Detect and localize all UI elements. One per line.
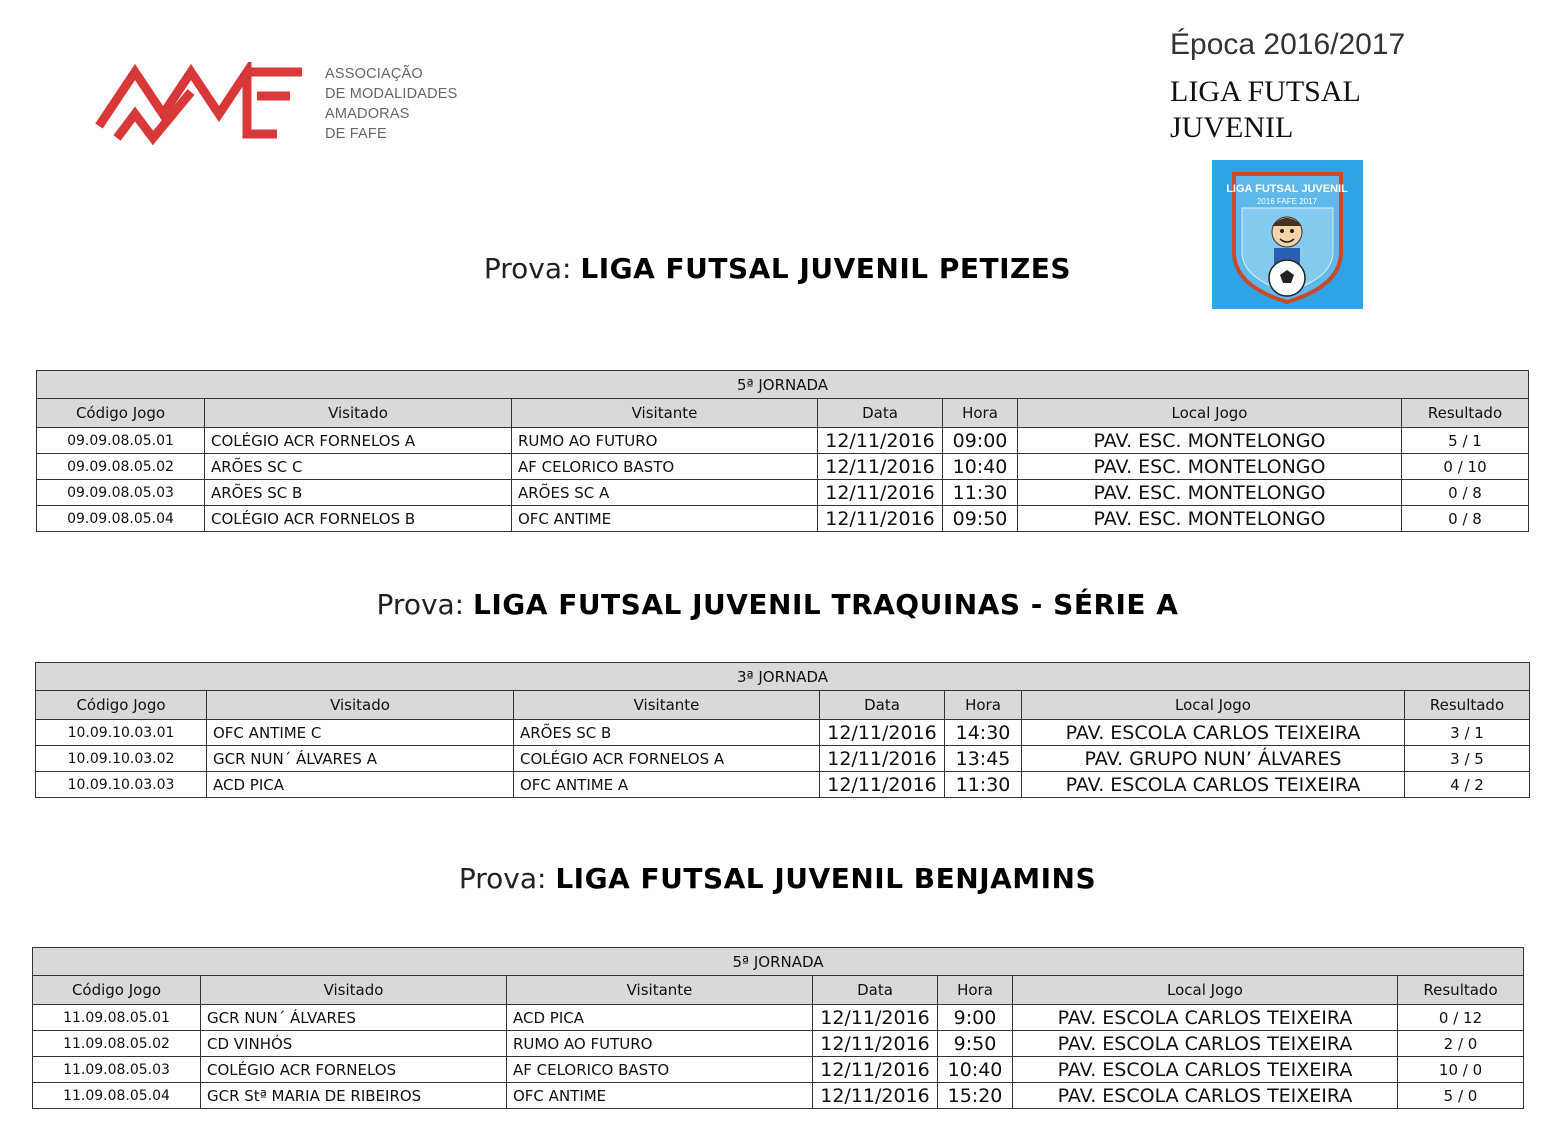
table-row (33, 1057, 1524, 1083)
game-date: 12/11/2016 (813, 1031, 938, 1057)
game-time: 10:40 (943, 454, 1018, 480)
game-code: 11.09.08.05.03 (33, 1057, 201, 1083)
table-row (33, 1005, 1524, 1031)
game-result: 3 / 5 (1405, 746, 1530, 772)
away-team: ARÕES SC B (514, 720, 820, 746)
col-header-time: Hora (945, 691, 1022, 720)
home-team: GCR Stª MARIA DE RIBEIROS (201, 1083, 507, 1109)
games-table-traquinas (35, 662, 1530, 798)
game-time: 9:00 (938, 1005, 1013, 1031)
game-result: 2 / 0 (1398, 1031, 1524, 1057)
game-result: 5 / 1 (1402, 428, 1529, 454)
games-table-benjamins (32, 947, 1524, 1109)
col-header-time: Hora (943, 399, 1018, 428)
col-header-time: Hora (938, 976, 1013, 1005)
amaf-logo (95, 62, 465, 146)
home-team: CD VINHÓS (201, 1031, 507, 1057)
jornada-header: 3ª JORNADA (36, 663, 1530, 691)
game-venue: PAV. ESCOLA CARLOS TEIXEIRA (1022, 720, 1405, 746)
game-time: 15:20 (938, 1083, 1013, 1109)
column-header-row (36, 691, 1530, 720)
away-team: AF CELORICO BASTO (512, 454, 818, 480)
table-row (33, 1031, 1524, 1057)
game-venue: PAV. ESC. MONTELONGO (1018, 428, 1402, 454)
org-name-line: DE MODALIDADES (325, 86, 458, 102)
game-result: 4 / 2 (1405, 772, 1530, 798)
home-team: ARÕES SC B (205, 480, 512, 506)
prova-name: LIGA FUTSAL JUVENIL PETIZES (580, 252, 1072, 285)
org-name (325, 64, 458, 144)
section-title-petizes (0, 252, 1555, 285)
away-team: OFC ANTIME A (514, 772, 820, 798)
game-venue: PAV. ESCOLA CARLOS TEIXEIRA (1013, 1031, 1398, 1057)
table-row (36, 772, 1530, 798)
game-code: 09.09.08.05.01 (37, 428, 205, 454)
col-header-code: Código Jogo (36, 691, 207, 720)
home-team: OFC ANTIME C (207, 720, 514, 746)
game-date: 12/11/2016 (813, 1083, 938, 1109)
jornada-header: 5ª JORNADA (33, 948, 1524, 976)
col-header-away: Visitante (507, 976, 813, 1005)
league-badge-art (1212, 160, 1363, 309)
col-header-home: Visitado (205, 399, 512, 428)
home-team: GCR NUN´ ÁLVARES (201, 1005, 507, 1031)
column-header-row (37, 399, 1529, 428)
col-header-venue: Local Jogo (1013, 976, 1398, 1005)
col-header-venue: Local Jogo (1022, 691, 1405, 720)
game-code: 09.09.08.05.04 (37, 506, 205, 532)
game-result: 0 / 10 (1402, 454, 1529, 480)
prova-label: Prova: (376, 588, 465, 621)
games-table-petizes (36, 370, 1529, 532)
game-result: 0 / 8 (1402, 480, 1529, 506)
prova-label: Prova: (458, 862, 547, 895)
prova-name: LIGA FUTSAL JUVENIL TRAQUINAS - SÉRIE A (473, 588, 1179, 621)
table-row (36, 720, 1530, 746)
col-header-result: Resultado (1398, 976, 1524, 1005)
table-row (37, 454, 1529, 480)
away-team: OFC ANTIME (512, 506, 818, 532)
game-result: 5 / 0 (1398, 1083, 1524, 1109)
table-row (33, 1083, 1524, 1109)
game-date: 12/11/2016 (818, 428, 943, 454)
game-venue: PAV. ESC. MONTELONGO (1018, 506, 1402, 532)
game-code: 10.09.10.03.02 (36, 746, 207, 772)
league-badge (1212, 160, 1363, 309)
game-date: 12/11/2016 (813, 1005, 938, 1031)
col-header-code: Código Jogo (33, 976, 201, 1005)
away-team: RUMO AO FUTURO (507, 1031, 813, 1057)
game-date: 12/11/2016 (813, 1057, 938, 1083)
org-name-line: ASSOCIAÇÃO (325, 66, 423, 82)
game-time: 9:50 (938, 1031, 1013, 1057)
table-row (37, 428, 1529, 454)
org-name-line: AMADORAS (325, 106, 410, 122)
home-team: ARÕES SC C (205, 454, 512, 480)
badge-subtitle: 2016 FAFE 2017 (1256, 197, 1318, 206)
away-team: COLÉGIO ACR FORNELOS A (514, 746, 820, 772)
game-time: 09:00 (943, 428, 1018, 454)
col-header-venue: Local Jogo (1018, 399, 1402, 428)
col-header-away: Visitante (514, 691, 820, 720)
game-code: 11.09.08.05.01 (33, 1005, 201, 1031)
section-title-benjamins (0, 862, 1555, 895)
game-result: 3 / 1 (1405, 720, 1530, 746)
home-team: COLÉGIO ACR FORNELOS (201, 1057, 507, 1083)
game-venue: PAV. ESCOLA CARLOS TEIXEIRA (1013, 1057, 1398, 1083)
game-code: 11.09.08.05.02 (33, 1031, 201, 1057)
col-header-result: Resultado (1405, 691, 1530, 720)
game-time: 09:50 (943, 506, 1018, 532)
prova-name: LIGA FUTSAL JUVENIL BENJAMINS (555, 862, 1097, 895)
badge-title: LIGA FUTSAL JUVENIL (1226, 183, 1348, 195)
game-code: 11.09.08.05.04 (33, 1083, 201, 1109)
game-result: 0 / 8 (1402, 506, 1529, 532)
col-header-date: Data (813, 976, 938, 1005)
game-venue: PAV. ESCOLA CARLOS TEIXEIRA (1013, 1005, 1398, 1031)
game-date: 12/11/2016 (818, 506, 943, 532)
away-team: ACD PICA (507, 1005, 813, 1031)
away-team: OFC ANTIME (507, 1083, 813, 1109)
season-label: Época 2016/2017 (1170, 28, 1406, 61)
game-code: 10.09.10.03.03 (36, 772, 207, 798)
game-venue: PAV. ESC. MONTELONGO (1018, 480, 1402, 506)
game-date: 12/11/2016 (818, 454, 943, 480)
game-time: 13:45 (945, 746, 1022, 772)
game-date: 12/11/2016 (820, 720, 945, 746)
col-header-home: Visitado (201, 976, 507, 1005)
game-venue: PAV. GRUPO NUN’ ÁLVARES (1022, 746, 1405, 772)
col-header-code: Código Jogo (37, 399, 205, 428)
game-venue: PAV. ESCOLA CARLOS TEIXEIRA (1022, 772, 1405, 798)
jornada-header: 5ª JORNADA (37, 371, 1529, 399)
game-code: 09.09.08.05.02 (37, 454, 205, 480)
away-team: AF CELORICO BASTO (507, 1057, 813, 1083)
game-time: 11:30 (943, 480, 1018, 506)
table-row (37, 480, 1529, 506)
game-code: 09.09.08.05.03 (37, 480, 205, 506)
game-result: 10 / 0 (1398, 1057, 1524, 1083)
home-team: ACD PICA (207, 772, 514, 798)
table-row (37, 506, 1529, 532)
game-time: 11:30 (945, 772, 1022, 798)
game-time: 14:30 (945, 720, 1022, 746)
col-header-date: Data (818, 399, 943, 428)
game-date: 12/11/2016 (820, 772, 945, 798)
league-name: LIGA FUTSAL JUVENIL (1170, 75, 1360, 144)
game-venue: PAV. ESC. MONTELONGO (1018, 454, 1402, 480)
amaf-logo-mark (95, 62, 310, 146)
home-team: GCR NUN´ ÁLVARES A (207, 746, 514, 772)
table-row (36, 746, 1530, 772)
away-team: ARÕES SC A (512, 480, 818, 506)
game-date: 12/11/2016 (818, 480, 943, 506)
col-header-date: Data (820, 691, 945, 720)
home-team: COLÉGIO ACR FORNELOS A (205, 428, 512, 454)
home-team: COLÉGIO ACR FORNELOS B (205, 506, 512, 532)
game-time: 10:40 (938, 1057, 1013, 1083)
game-result: 0 / 12 (1398, 1005, 1524, 1031)
column-header-row (33, 976, 1524, 1005)
game-code: 10.09.10.03.01 (36, 720, 207, 746)
col-header-away: Visitante (512, 399, 818, 428)
col-header-result: Resultado (1402, 399, 1529, 428)
game-date: 12/11/2016 (820, 746, 945, 772)
away-team: RUMO AO FUTURO (512, 428, 818, 454)
col-header-home: Visitado (207, 691, 514, 720)
prova-label: Prova: (483, 252, 572, 285)
game-venue: PAV. ESCOLA CARLOS TEIXEIRA (1013, 1083, 1398, 1109)
section-title-traquinas (0, 588, 1555, 621)
org-name-line: DE FAFE (325, 126, 387, 142)
